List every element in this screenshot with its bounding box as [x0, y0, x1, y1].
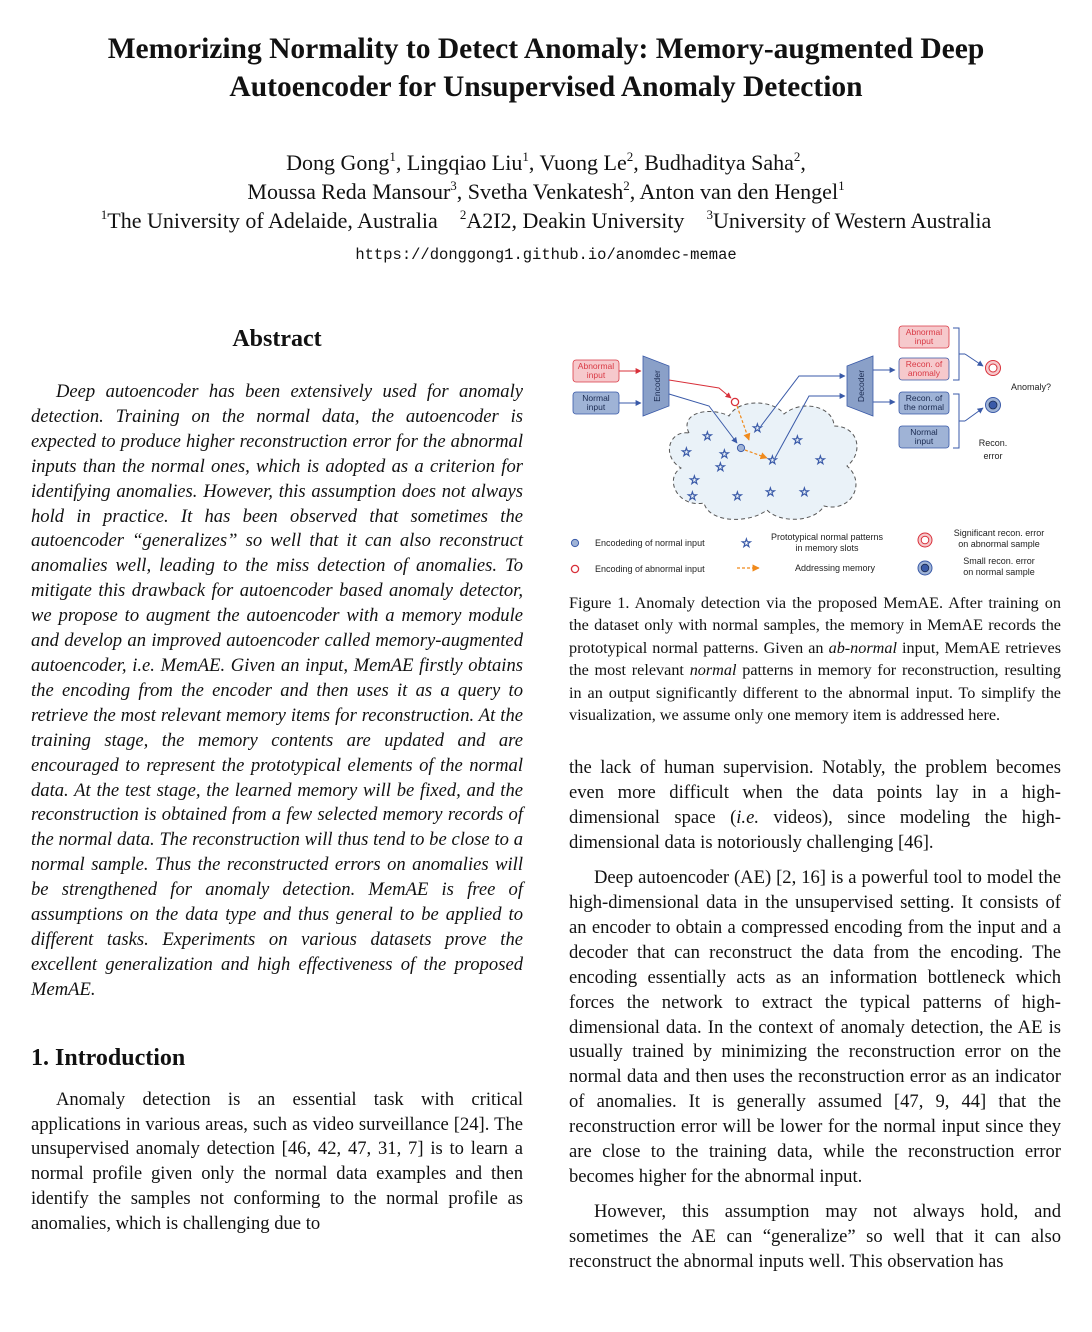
legend-enc-normal: Encodeding of normal input — [595, 538, 705, 548]
significant-error-icon-inner — [989, 364, 997, 372]
encoder-label: Encoder — [652, 370, 662, 402]
caption-part: Figure 1. Anomaly detection via the proposed MemAE. After training on the dataset only with normal samples, the memory in MemAE records the prototypical normal patterns. Given an — [569, 594, 1061, 657]
figure-caption — [569, 592, 1061, 726]
legend-proto-2: in memory slots — [795, 543, 859, 553]
legend-small-error-icon-inner — [921, 564, 929, 572]
author-name: Svetha Venkatesh — [467, 179, 624, 204]
recon-normal-label-1: Recon. of — [905, 393, 943, 403]
caption-part: input, MemAE retrieves the most relevant — [569, 638, 1062, 680]
intro-heading: 1. Introduction — [31, 1044, 186, 1071]
title-line-2: Autoencoder for Unsupervised Anomaly Detection — [229, 71, 863, 103]
author-affil-mark: 1 — [838, 178, 845, 193]
caption-part: patterns in memory for reconstruction, resulting in an output significantly different to the abnormal input. To simplify the visualization, we assume only one memory item is addressed here. — [569, 661, 1061, 725]
legend-addressing: Addressing memory — [795, 563, 876, 573]
author-name: Vuong Le — [539, 150, 627, 175]
recon-error-label-1: Recon. — [978, 438, 1008, 448]
legend-star-icon: ☆ — [741, 536, 752, 550]
normal-input-label-1: Normal — [582, 393, 610, 403]
author-name: Anton van den Hengel — [639, 179, 839, 204]
memory-star: ☆ — [681, 445, 692, 459]
normal-input-right-label-1: Normal — [910, 427, 938, 437]
abnormal-input-right-label-2: input — [914, 336, 934, 346]
author-affil-mark: 2 — [793, 149, 801, 164]
author-affil-mark: 1 — [389, 149, 396, 164]
memory-star: ☆ — [732, 489, 743, 503]
anomaly-question-label: Anomaly? — [1011, 382, 1052, 392]
legend-enc-abnormal: Encoding of abnormal input — [595, 564, 705, 574]
project-url[interactable]: https://donggong1.github.io/anomdec-memae — [355, 246, 737, 264]
memory-star: ☆ — [752, 421, 763, 435]
recon-normal-label-2: the normal — [903, 402, 945, 412]
recon-anomaly-label-1: Recon. of — [905, 359, 943, 369]
affiliation: A2I2, Deakin University — [466, 208, 685, 233]
author-affil-mark: 2 — [626, 149, 634, 164]
author-affil-mark: 1 — [522, 149, 529, 164]
svg-text:Small recon. erroron normal sa — [963, 556, 1035, 577]
abnormal-encoding-dot — [731, 398, 738, 405]
author-name: Budhaditya Saha — [644, 150, 794, 175]
paper-title — [40, 30, 1052, 106]
right-column — [569, 318, 1061, 1275]
memory-star: ☆ — [765, 485, 776, 499]
legend-sig-error-icon-inner — [921, 536, 929, 544]
abnormal-input-right-label-1: Abnormal — [905, 327, 943, 337]
author-line-2: Moussa Reda Mansour$^3$, Svetha Venkatesh$^2$, Anton van den Hengel$^1$ — [247, 178, 845, 204]
memory-star: ☆ — [767, 453, 778, 467]
author-affil-mark: 3 — [450, 178, 457, 193]
intro-paragraph-1-continued — [569, 756, 1061, 856]
normal-input-label-2: input — [586, 402, 606, 412]
memory-star: ☆ — [715, 460, 726, 474]
author-name: Lingqiao Liu — [406, 150, 523, 175]
abnormal-input-label-1: Abnormal — [577, 361, 615, 371]
memae-diagram — [569, 318, 1061, 578]
memory-star: ☆ — [815, 453, 826, 467]
affiliation: University of Western Australia — [712, 208, 992, 233]
normal-encoding-dot — [737, 444, 744, 451]
intro-continued — [569, 756, 1061, 1274]
legend-sig-err-2: on abnormal sample — [958, 539, 1040, 549]
author-line-1: Dong Gong$^1$, Lingqiao Liu$^1$, Vuong Le$^2$, Budhaditya Saha$^2$, — [286, 149, 806, 175]
svg-text:Recon.error — [979, 438, 1008, 461]
intro-paragraph-2: Deep autoencoder (AE) [2, 16] is a powerful tool to model the high-dimensional data in the unsupervised setting. It consists of an encoder to obtain a compressed encoding from the input and a decoder that can reconstruct the data from the encoding. The encoding essentially acts as an information bottleneck which forces the network to extract the typical patterns of high-dimensional data. In the context of anomaly detection, the AE is usually trained by minimizing the reconstruction error on the normal data and then uses the reconstruction error as an indicator of anomalies. It is generally assumed [47, 9, 44] that the reconstruction error will be lower for the normal input since they are close to the training data, while the reconstruction error becomes higher for the abnormal input. — [569, 867, 1061, 1187]
small-error-icon-inner — [989, 401, 997, 409]
recon-error-label-2: error — [983, 451, 1003, 461]
affil-mark: 2 — [459, 207, 467, 222]
legend-sig-err-1: Significant recon. error — [953, 528, 1045, 538]
abnormal-input-label-2: input — [586, 370, 606, 380]
svg-text:Recon. ofthe normal — [904, 393, 944, 412]
legend-small-err-1: Small recon. error — [963, 556, 1035, 566]
abstract-text: Deep autoencoder has been extensively used for anomaly detection. Training on the normal data, the autoencoder is expected to produce higher reconstruction error for the abnormal inputs than the normal ones, which is adopted as a criterion for identifying anomalies. However, this assumption does not always hold in practice. It has been observed that sometimes the autoencoder “generalizes” so well that it can also reconstruct anomalies well, leading to the miss detection of anomalies. To mitigate this drawback for autoencoder based anomaly detector, we propose to augment the autoencoder with a memory module and develop an improved autoencoder called memory-augmented autoencoder, i.e. MemAE. Given an input, MemAE firstly obtains the encoding from the encoder and then uses it as a query to retrieve the most relevant memory items for reconstruction. At the training stage, the memory contents are updated and are encouraged to represent the prototypical elements of the normal data. At the test stage, the learned memory will be fixed, and the reconstruction is obtained from a few selected memory records of the normal data. The reconstruction will thus tend to be close to a normal sample. Thus the reconstructed errors on anomalies will be strengthened for anomaly detection. MemAE is free of assumptions on the data type and thus general to be applied to different tasks. Experiments on various datasets prove the excellent generalization and high effectiveness of the proposed MemAE. — [31, 381, 523, 1000]
svg-text:Recon. ofanomaly — [906, 359, 943, 378]
title-line-1: Memorizing Normality to Detect Anomaly: Memory-augmented Deep — [107, 33, 985, 65]
affil-mark: 3 — [706, 207, 713, 222]
memory-star: ☆ — [799, 485, 810, 499]
arrow-to-small-error — [965, 408, 983, 421]
affiliation: The University of Adelaide, Australia — [107, 208, 438, 233]
affil-mark: 1 — [100, 207, 108, 222]
author-name: Dong Gong — [286, 150, 390, 175]
bracket-anomaly — [953, 328, 965, 380]
memory-star: ☆ — [702, 429, 713, 443]
legend-small-err-2: on normal sample — [963, 567, 1035, 577]
memory-star: ☆ — [719, 447, 730, 461]
memory-star: ☆ — [689, 473, 700, 487]
text-italic: i.e. — [736, 807, 759, 829]
recon-anomaly-label-2: anomaly — [907, 368, 941, 378]
arrow-encoder-to-abnormal-encoding — [669, 380, 731, 398]
intro-paragraph-1: Anomaly detection is an essential task with critical applications in various areas, such as video surveillance [24]. The unsupervised anomaly detection [46, 42, 47, 31, 7] is to learn a normal profile given only the normal data examples and then identify the samples not conforming to the normal profile as anomalies, which is challenging due to — [31, 1088, 523, 1235]
affiliation-line — [0, 206, 1092, 235]
author-affil-mark: 2 — [623, 178, 630, 193]
decoder-label: Decoder — [856, 369, 866, 403]
bracket-normal — [953, 394, 965, 448]
author-name: Moussa Reda Mansour — [247, 179, 451, 204]
legend-proto-1: Prototypical normal patterns — [770, 532, 884, 542]
figure-1 — [569, 318, 1061, 578]
author-block — [0, 148, 1092, 235]
svg-text:Significant recon. erroron abn — [954, 528, 1045, 549]
memory-star: ☆ — [792, 433, 803, 447]
abstract-heading: Abstract — [232, 326, 322, 352]
caption-italic: normal — [689, 661, 737, 680]
legend-abnormal-encoding-icon — [571, 565, 578, 572]
arrow-to-sig-error — [965, 354, 983, 366]
memory-star: ☆ — [687, 489, 698, 503]
normal-input-right-label-2: input — [914, 436, 934, 446]
intro-paragraph-3: However, this assumption may not always hold, and sometimes the AE can “generalize” so well that it can also reconstruct the abnormal inputs well. This observation has — [569, 1200, 1061, 1272]
left-column — [31, 318, 523, 1237]
svg-text:Prototypical normal patternsin — [771, 532, 884, 553]
text-run: the lack of human supervision. Notably, the problem becomes even more difficult when the data points lay in a high-dimensional space ( — [569, 757, 1061, 829]
text-run: videos), since modeling the high-dimensional data is notoriously challenging [46]. — [569, 807, 1061, 854]
legend-normal-encoding-icon — [571, 539, 578, 546]
caption-italic: ab-normal — [828, 638, 897, 657]
